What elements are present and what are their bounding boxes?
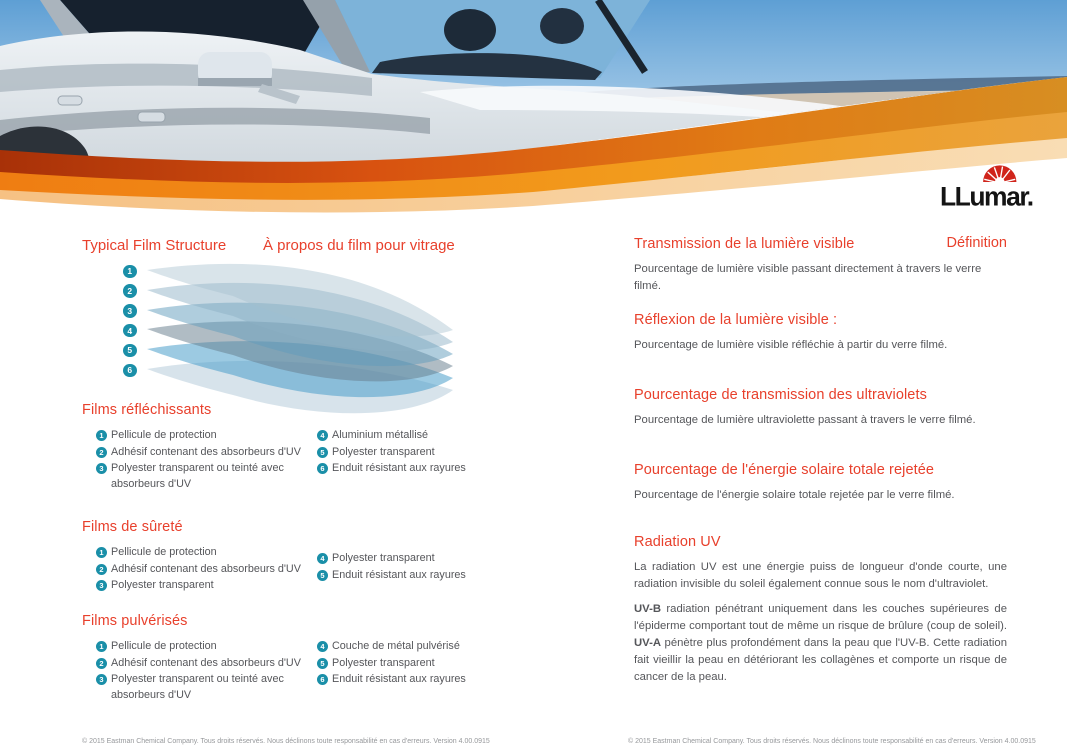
diagram-number-badge: 3	[123, 304, 137, 318]
definition-block	[634, 234, 1007, 295]
film-layer-label: Pellicule de protection	[111, 429, 217, 441]
film-layer-item	[96, 656, 316, 672]
film-layer-label: Aluminium métallisé	[332, 429, 429, 441]
heading-typical-film-structure: Typical Film Structure	[82, 237, 227, 254]
film-layer-item	[317, 461, 492, 477]
definition-block	[634, 460, 1007, 504]
footer-left: © 2015 Eastman Chemical Company. Tous droits réservés. Nous déclinons toute responsabilité en cas d'erreurs. Version 4.00.0915	[82, 738, 490, 745]
film-layer-number-badge: 5	[317, 658, 328, 669]
film-layer-number-badge: 5	[317, 570, 328, 581]
film-layer-number-badge: 2	[96, 447, 107, 458]
film-layer-number-badge: 6	[317, 463, 328, 474]
diagram-number-badge: 6	[123, 364, 137, 378]
film-section-title: Films de sûreté	[82, 519, 183, 535]
definition-block	[634, 385, 1007, 429]
footer-right: © 2015 Eastman Chemical Company. Tous droits réservés. Nous déclinons toute responsabilité en cas d'erreurs. Version 4.00.0915	[628, 738, 1036, 745]
film-layer-label: Pellicule de protection	[111, 546, 217, 558]
film-layer-label: Polyester transparent ou teinté avec absorbeurs d'UV	[111, 673, 284, 701]
film-layer-item	[96, 428, 316, 444]
film-layer-item	[96, 639, 316, 655]
film-layer-item	[317, 656, 492, 672]
definition-body: Pourcentage de lumière visible passant directement à travers le verre filmé.	[634, 263, 982, 292]
film-section-title: Films pulvérisés	[82, 613, 188, 629]
definition-body: La radiation UV est une énergie puiss de longueur d'onde courte, une radiation invisible du soleil également connue sous le nom d'ultraviolet.	[634, 561, 1007, 590]
llumar-logo	[939, 156, 1037, 212]
film-layer-item	[317, 551, 492, 567]
uvb-label: UV-B	[634, 603, 661, 615]
film-layer-item	[96, 562, 316, 578]
film-layer-item	[96, 445, 316, 461]
definition-title: Pourcentage de transmission des ultraviolets	[634, 387, 927, 403]
film-section-title: Films réfléchissants	[82, 402, 212, 418]
llumar-logo-text: LLumar.	[939, 181, 1033, 212]
film-layer-item	[96, 461, 316, 492]
film-layer-label: Polyester transparent	[332, 552, 435, 564]
left-heading-row	[82, 237, 562, 257]
film-layer-number-badge: 1	[96, 430, 107, 441]
film-layer-label: Couche de métal pulvérisé	[332, 640, 460, 652]
definition-body: Pourcentage de lumière ultraviolette passant à travers le verre filmé.	[634, 414, 976, 426]
film-layer-number-badge: 6	[317, 674, 328, 685]
film-layer-label: Adhésif contenant des absorbeurs d'UV	[111, 562, 301, 575]
definition-title: Réflexion de la lumière visible :	[634, 312, 838, 328]
film-layer-label: Enduit résistant aux rayures	[332, 673, 466, 685]
diagram-number-badge: 1	[123, 265, 137, 279]
film-section	[82, 611, 582, 704]
film-layer-item	[317, 672, 492, 688]
film-layer-number-badge: 4	[317, 430, 328, 441]
film-layer-number-badge: 5	[317, 447, 328, 458]
film-layer-label: Adhésif contenant des absorbeurs d'UV	[111, 445, 301, 458]
definition-block	[634, 532, 1007, 593]
definitions-column	[634, 234, 1007, 739]
diagram-number-badge: 5	[123, 344, 137, 358]
definition-body: Pourcentage de lumière visible réfléchie à partir du verre filmé.	[634, 339, 948, 351]
film-layer-label: Adhésif contenant des absorbeurs d'UV	[111, 656, 301, 669]
film-layer-item	[317, 568, 492, 584]
car-photo	[0, 0, 1067, 215]
uva-text: pénètre plus profondément dans la peau que l'UV-B. Cette radiation fait vieillir la peau en détériorant les collagènes et comporte un risque de cancer de la peau.	[634, 637, 1007, 683]
diagram-number-badge: 2	[123, 284, 137, 298]
hero-banner	[0, 0, 1067, 215]
definition-title: Pourcentage de l'énergie solaire totale rejetée	[634, 462, 935, 478]
uvb-text: radiation pénétrant uniquement dans les couches supérieures de l'épiderme comportant tout de même un risque de brûlure (coup de soleil).	[634, 603, 1007, 632]
film-layer-number-badge: 1	[96, 547, 107, 558]
film-layer-label: Polyester transparent	[332, 656, 435, 669]
film-layer-label: Polyester transparent ou teinté avec absorbeurs d'UV	[111, 462, 284, 490]
film-layer-label: Pellicule de protection	[111, 640, 217, 652]
film-layer-item	[317, 445, 492, 461]
film-section	[82, 517, 582, 595]
definition-title: Transmission de la lumière visible	[634, 236, 855, 252]
film-layer-label: Polyester transparent	[111, 579, 214, 591]
film-layer-item	[317, 428, 492, 444]
llumar-dome-icon	[983, 165, 1016, 183]
film-layer-number-badge: 1	[96, 641, 107, 652]
film-layer-label: Polyester transparent	[332, 445, 435, 458]
film-layer-item	[317, 639, 492, 655]
definition-block	[634, 310, 1007, 354]
film-layer-item	[96, 578, 316, 594]
definition-title: Radiation UV	[634, 534, 721, 550]
film-layer-label: Enduit résistant aux rayures	[332, 462, 466, 474]
film-layer-number-badge: 3	[96, 674, 107, 685]
film-layer-item	[96, 545, 316, 561]
film-layer-number-badge: 2	[96, 564, 107, 575]
definition-label: Définition	[946, 235, 1007, 251]
film-layer-item	[96, 672, 316, 703]
uv-paragraph	[634, 601, 1007, 686]
film-layer-number-badge: 2	[96, 658, 107, 669]
film-layer-label: Enduit résistant aux rayures	[332, 568, 466, 581]
heading-a-propos-du-film: À propos du film pour vitrage	[263, 237, 455, 254]
film-layer-number-badge: 4	[317, 553, 328, 564]
film-layer-number-badge: 3	[96, 463, 107, 474]
uva-label: UV-A	[634, 637, 661, 649]
definition-body: Pourcentage de l'énergie solaire totale rejetée par le verre filmé.	[634, 489, 955, 501]
film-layer-number-badge: 4	[317, 641, 328, 652]
film-layer-number-badge: 3	[96, 580, 107, 591]
diagram-number-badge: 4	[123, 324, 137, 338]
film-section	[82, 400, 582, 493]
